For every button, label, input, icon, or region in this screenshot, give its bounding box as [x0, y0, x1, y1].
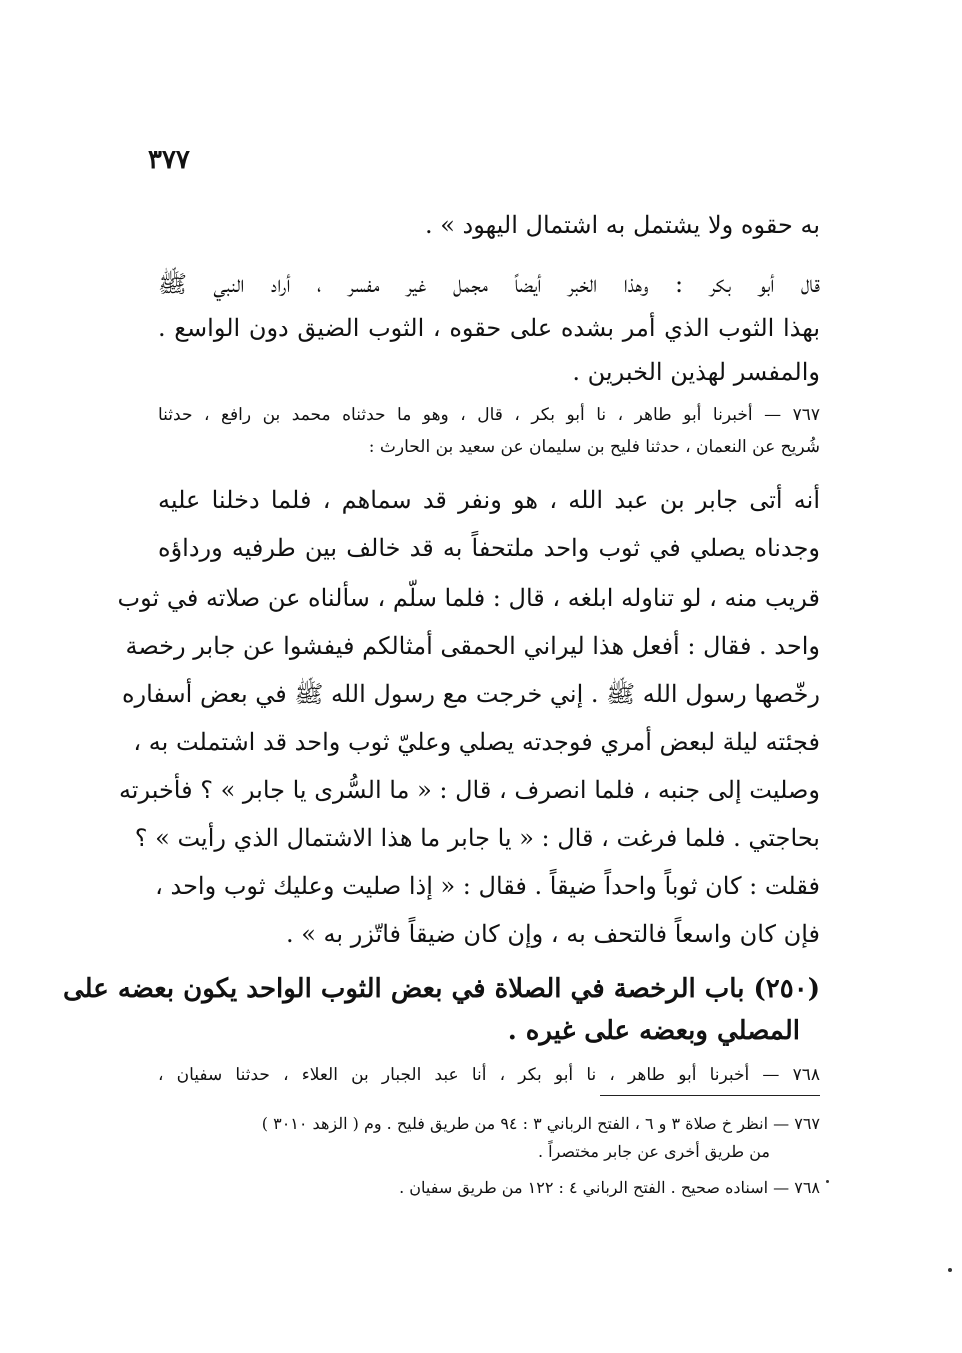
body-line: والمفسر لهذين الخبرين .: [572, 358, 820, 386]
body-line: رخّصها رسول الله ﷺ . إني خرجت مع رسول الله ﷺ في بعض أسفاره: [121, 680, 820, 708]
isnad-line: ٧٦٨ — أخبرنا أبو طاهر ، نا أبو بكر ، أنا عبد الجبار بن العلاء ، حدثنا سفيان ،: [158, 1065, 820, 1085]
isnad-line: ٧٦٧ — أخبرنا أبو طاهر ، نا أبو بكر ، قال ، وهو ما حدثناه محمد بن رافع ، حدثنا: [158, 405, 820, 425]
scan-speck: [948, 1268, 952, 1272]
footnote-line: ٧٦٨ — اسناده صحيح . الفتح الرباني ٤ : ١٢٢ من طريق سفيان .: [399, 1178, 820, 1197]
body-line: واحد . فقال : أفعل هذا ليراني الحمقى أمثالكم فيفشوا عن جابر رخصة: [125, 632, 820, 660]
scan-speck: [826, 1180, 829, 1183]
body-line: بهذا الثوب الذي أمر بشده على حقوه ، الثوب الضيق دون الواسع .: [158, 314, 820, 342]
body-line: قال أبو بكر : وهذا الخبر أيضاً مجمل غير مفسر ، أراد النبي ﷺ: [158, 270, 820, 298]
body-line: فقلت : كان ثوباً واحداً ضيقاً . فقال : « إذا صليت وعليك ثوب واحد ،: [155, 872, 820, 900]
body-line: وجدناه يصلي في ثوب واحد ملتحفاً به قد خالف بين طرفيه ورداؤه: [158, 534, 820, 562]
body-line: فجئته ليلة لبعض أمري فوجدته يصلي وعليّ ثوب واحد قد اشتملت به ،: [133, 728, 820, 756]
footnote-line: ٧٦٧ — انظر خ صلاة ٣ و ٦ ، الفتح الرباني ٣ : ٩٤ من طريق فليح . وم ( الزهد ٣٠١٠ ): [261, 1114, 820, 1133]
body-line: فإن كان واسعاً فالتحف به ، وإن كان ضيقاً فاتّزر به » .: [285, 920, 820, 948]
body-line: أنه أتى جابر بن عبد الله ، هو ونفر قد سماهم ، فلما دخلنا عليه: [158, 486, 820, 514]
body-line: بحاجتي . فلما فرغت ، قال : « يا جابر ما هذا الاشتمال الذي رأيت » ؟: [134, 824, 820, 852]
chapter-heading: المصلي وبعضه على غيره .: [507, 1016, 800, 1046]
body-line: قريب منه ، لو تناوله ابلغه ، قال : فلما سلّم ، سألناه عن صلاته في ثوب: [117, 584, 820, 612]
footnote-line: من طريق أخرى عن جابر مختصراً .: [537, 1142, 770, 1161]
isnad-line: شُريح عن النعمان ، حدثنا فليح بن سليمان عن سعيد بن الحارث :: [368, 437, 820, 457]
chapter-heading: (٢٥٠) باب الرخصة في الصلاة في بعض الثوب الواحد يكون بعضه على: [62, 974, 820, 1004]
footnote-divider: [600, 1095, 820, 1096]
page-number: ٣٧٧: [148, 145, 190, 175]
body-line: وصليت إلى جنبه ، فلما انصرف ، قال : « ما السُّرى يا جابر » ؟ فأخبرته: [118, 776, 820, 804]
body-line: به حقوه ولا يشتمل به اشتمال اليهود » .: [424, 211, 820, 239]
